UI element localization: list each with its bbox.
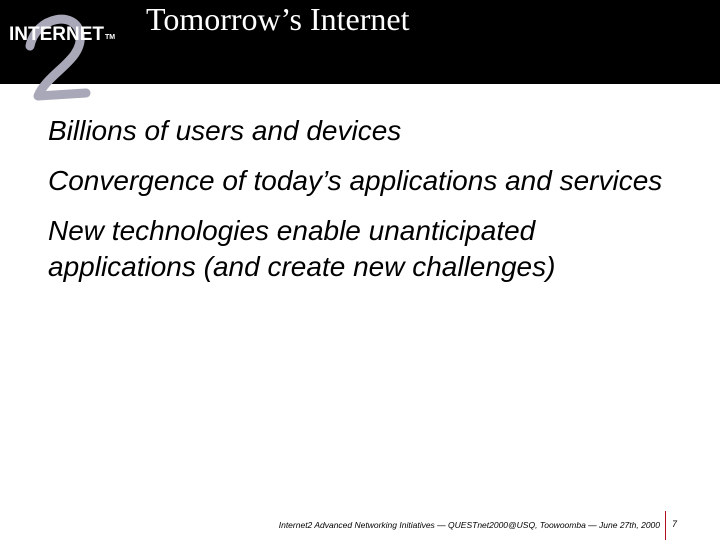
- bullet-item: New technologies enable unanticipated applications (and create new challenges): [48, 215, 556, 282]
- slide-title: Tomorrow’s Internet: [146, 1, 410, 37]
- footer-text: Internet2 Advanced Networking Initiatives — QUESTnet2000@USQ, Toowoomba — June 27th, 2000: [278, 520, 660, 530]
- bullet-item: Billions of users and devices: [48, 115, 402, 146]
- footer-divider: [665, 511, 666, 540]
- logo-trademark: TM: [105, 34, 116, 41]
- bullet-list: [48, 113, 668, 299]
- page-number: 7: [672, 519, 678, 529]
- internet2-logo: [0, 0, 140, 108]
- logo-wordmark: INTERNET: [9, 24, 105, 45]
- bullet-item: Convergence of today’s applications and services: [48, 165, 663, 196]
